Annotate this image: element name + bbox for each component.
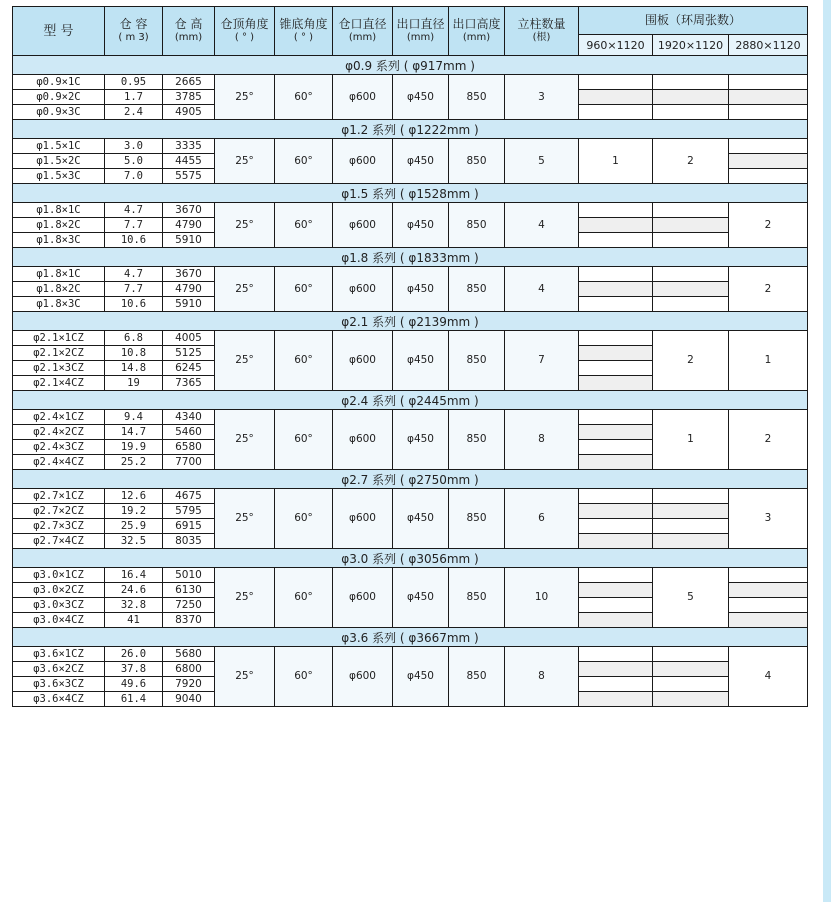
header-volume-unit: ( m 3) xyxy=(118,32,149,43)
top-angle-cell: 25° xyxy=(215,267,275,312)
header-volume xyxy=(105,7,163,56)
panel-960-cell xyxy=(579,282,653,297)
height-cell: 4340 xyxy=(163,410,215,425)
columns-cell: 5 xyxy=(505,139,579,184)
height-cell: 6800 xyxy=(163,662,215,677)
model-cell: φ1.5×2C xyxy=(13,154,105,169)
inlet-diameter-cell: φ600 xyxy=(333,647,393,707)
series-title: φ1.8 系列 ( φ1833mm ) xyxy=(13,248,808,267)
model-cell: φ1.5×1C xyxy=(13,139,105,154)
height-cell: 5910 xyxy=(163,297,215,312)
header-height-unit: (mm) xyxy=(174,32,203,43)
height-cell: 5680 xyxy=(163,647,215,662)
top-angle-cell: 25° xyxy=(215,568,275,628)
panel-960-cell xyxy=(579,105,653,120)
height-cell: 5460 xyxy=(163,425,215,440)
outlet-diameter-cell: φ450 xyxy=(393,75,449,120)
height-cell: 3335 xyxy=(163,139,215,154)
panel-2880-cell xyxy=(729,613,808,628)
inlet-diameter-cell: φ600 xyxy=(333,203,393,248)
outlet-diameter-cell: φ450 xyxy=(393,331,449,391)
top-angle-cell: 25° xyxy=(215,331,275,391)
header-outlet-unit: (mm) xyxy=(406,32,435,43)
panel-960-cell xyxy=(579,692,653,707)
series-header-row xyxy=(13,120,808,139)
series-header-row xyxy=(13,184,808,203)
volume-cell: 19.9 xyxy=(105,440,163,455)
outlet-diameter-cell: φ450 xyxy=(393,410,449,470)
header-inlet-diameter xyxy=(333,7,393,56)
header-height xyxy=(163,7,215,56)
model-cell: φ2.7×4CZ xyxy=(13,534,105,549)
panel-2880-cell xyxy=(729,568,808,583)
height-cell: 4790 xyxy=(163,282,215,297)
volume-cell: 0.95 xyxy=(105,75,163,90)
panel-960-cell xyxy=(579,662,653,677)
volume-cell: 5.0 xyxy=(105,154,163,169)
volume-cell: 37.8 xyxy=(105,662,163,677)
panel-960-cell xyxy=(579,677,653,692)
columns-cell: 3 xyxy=(505,75,579,120)
header-bottom-angle-label: 锥底角度 xyxy=(279,17,328,31)
header-outlet-label: 出口直径 xyxy=(396,17,445,31)
panel-1920-cell xyxy=(653,218,729,233)
panel-2880-cell xyxy=(729,598,808,613)
model-cell: φ2.7×3CZ xyxy=(13,519,105,534)
panel-960-cell xyxy=(579,440,653,455)
model-cell: φ2.4×2CZ xyxy=(13,425,105,440)
panel-960-cell xyxy=(579,583,653,598)
panel-960-cell xyxy=(579,534,653,549)
bottom-angle-cell: 60° xyxy=(275,647,333,707)
outlet-height-cell: 850 xyxy=(449,647,505,707)
model-cell: φ3.0×3CZ xyxy=(13,598,105,613)
table-row xyxy=(13,568,808,583)
table-body xyxy=(13,56,808,707)
panel-2880-cell xyxy=(729,154,808,169)
panel-2880-cell xyxy=(729,105,808,120)
volume-cell: 7.7 xyxy=(105,218,163,233)
height-cell: 5795 xyxy=(163,504,215,519)
panel-960-cell xyxy=(579,233,653,248)
inlet-diameter-cell: φ600 xyxy=(333,410,393,470)
panel-1920-cell xyxy=(653,203,729,218)
model-cell: φ2.4×1CZ xyxy=(13,410,105,425)
inlet-diameter-cell: φ600 xyxy=(333,331,393,391)
header-panel-1920: 1920×1120 xyxy=(653,35,729,56)
series-title: φ2.7 系列 ( φ2750mm ) xyxy=(13,470,808,489)
panel-960-cell xyxy=(579,376,653,391)
volume-cell: 14.8 xyxy=(105,361,163,376)
model-cell: φ2.1×3CZ xyxy=(13,361,105,376)
panel-2880-cell: 2 xyxy=(729,267,808,312)
volume-cell: 61.4 xyxy=(105,692,163,707)
panel-1920-cell xyxy=(653,489,729,504)
panel-960-cell xyxy=(579,455,653,470)
panel-2880-cell: 1 xyxy=(729,331,808,391)
panel-1920-cell xyxy=(653,297,729,312)
table-row xyxy=(13,267,808,282)
volume-cell: 32.8 xyxy=(105,598,163,613)
panel-1920-cell: 2 xyxy=(653,139,729,184)
model-cell: φ2.1×2CZ xyxy=(13,346,105,361)
height-cell: 6580 xyxy=(163,440,215,455)
series-header-row xyxy=(13,628,808,647)
panel-1920-cell xyxy=(653,647,729,662)
panel-960-cell xyxy=(579,75,653,90)
volume-cell: 26.0 xyxy=(105,647,163,662)
volume-cell: 3.0 xyxy=(105,139,163,154)
inlet-diameter-cell: φ600 xyxy=(333,75,393,120)
top-angle-cell: 25° xyxy=(215,410,275,470)
table-row xyxy=(13,410,808,425)
height-cell: 6915 xyxy=(163,519,215,534)
table-row xyxy=(13,203,808,218)
height-cell: 7250 xyxy=(163,598,215,613)
model-cell: φ2.1×1CZ xyxy=(13,331,105,346)
volume-cell: 25.9 xyxy=(105,519,163,534)
height-cell: 4905 xyxy=(163,105,215,120)
volume-cell: 41 xyxy=(105,613,163,628)
height-cell: 7365 xyxy=(163,376,215,391)
model-cell: φ1.8×3C xyxy=(13,297,105,312)
series-title: φ3.0 系列 ( φ3056mm ) xyxy=(13,549,808,568)
panel-1920-cell xyxy=(653,692,729,707)
height-cell: 4790 xyxy=(163,218,215,233)
silo-spec-table xyxy=(12,6,808,707)
header-columns xyxy=(505,7,579,56)
volume-cell: 10.6 xyxy=(105,233,163,248)
series-header-row xyxy=(13,248,808,267)
volume-cell: 6.8 xyxy=(105,331,163,346)
panel-2880-cell: 2 xyxy=(729,203,808,248)
panel-960-cell xyxy=(579,297,653,312)
header-inlet-label: 仓口直径 xyxy=(338,17,387,31)
columns-cell: 4 xyxy=(505,203,579,248)
model-cell: φ0.9×2C xyxy=(13,90,105,105)
model-cell: φ2.4×3CZ xyxy=(13,440,105,455)
panel-1920-cell xyxy=(653,662,729,677)
outlet-diameter-cell: φ450 xyxy=(393,203,449,248)
header-top-angle-unit: ( ° ) xyxy=(234,32,255,43)
model-cell: φ1.8×1C xyxy=(13,203,105,218)
volume-cell: 10.6 xyxy=(105,297,163,312)
table-row xyxy=(13,489,808,504)
panel-960-cell xyxy=(579,410,653,425)
bottom-angle-cell: 60° xyxy=(275,331,333,391)
volume-cell: 7.7 xyxy=(105,282,163,297)
height-cell: 9040 xyxy=(163,692,215,707)
series-title: φ2.1 系列 ( φ2139mm ) xyxy=(13,312,808,331)
volume-cell: 12.6 xyxy=(105,489,163,504)
volume-cell: 24.6 xyxy=(105,583,163,598)
model-cell: φ3.0×1CZ xyxy=(13,568,105,583)
panel-1920-cell xyxy=(653,90,729,105)
top-angle-cell: 25° xyxy=(215,489,275,549)
model-cell: φ0.9×3C xyxy=(13,105,105,120)
header-height-label: 仓 高 xyxy=(174,17,203,31)
panel-960-cell xyxy=(579,331,653,346)
panel-960-cell xyxy=(579,267,653,282)
panel-960-cell xyxy=(579,346,653,361)
model-cell: φ2.1×4CZ xyxy=(13,376,105,391)
volume-cell: 1.7 xyxy=(105,90,163,105)
header-top-angle-label: 仓顶角度 xyxy=(220,17,269,31)
panel-2880-cell xyxy=(729,139,808,154)
header-outlet-height-label: 出口高度 xyxy=(452,17,501,31)
panel-1920-cell: 2 xyxy=(653,331,729,391)
columns-cell: 4 xyxy=(505,267,579,312)
panel-1920-cell xyxy=(653,75,729,90)
volume-cell: 32.5 xyxy=(105,534,163,549)
panel-2880-cell xyxy=(729,75,808,90)
outlet-height-cell: 850 xyxy=(449,410,505,470)
model-cell: φ0.9×1C xyxy=(13,75,105,90)
model-cell: φ3.6×4CZ xyxy=(13,692,105,707)
table-row xyxy=(13,647,808,662)
series-header-row xyxy=(13,312,808,331)
panel-1920-cell xyxy=(653,282,729,297)
model-cell: φ3.6×3CZ xyxy=(13,677,105,692)
bottom-angle-cell: 60° xyxy=(275,568,333,628)
inlet-diameter-cell: φ600 xyxy=(333,568,393,628)
model-cell: φ2.7×1CZ xyxy=(13,489,105,504)
series-header-row xyxy=(13,56,808,75)
columns-cell: 10 xyxy=(505,568,579,628)
height-cell: 4455 xyxy=(163,154,215,169)
panel-960-cell xyxy=(579,613,653,628)
height-cell: 3670 xyxy=(163,203,215,218)
panel-2880-cell: 3 xyxy=(729,489,808,549)
bottom-angle-cell: 60° xyxy=(275,267,333,312)
series-title: φ3.6 系列 ( φ3667mm ) xyxy=(13,628,808,647)
model-cell: φ3.0×2CZ xyxy=(13,583,105,598)
panel-960-cell xyxy=(579,90,653,105)
model-cell: φ1.8×2C xyxy=(13,282,105,297)
panel-2880-cell: 2 xyxy=(729,410,808,470)
outlet-diameter-cell: φ450 xyxy=(393,647,449,707)
panel-960-cell xyxy=(579,425,653,440)
header-panels: 围板（环周张数） xyxy=(579,7,808,35)
bottom-angle-cell: 60° xyxy=(275,489,333,549)
header-panel-960: 960×1120 xyxy=(579,35,653,56)
series-header-row xyxy=(13,549,808,568)
panel-2880-cell: 4 xyxy=(729,647,808,707)
height-cell: 4675 xyxy=(163,489,215,504)
panel-1920-cell: 5 xyxy=(653,568,729,628)
volume-cell: 7.0 xyxy=(105,169,163,184)
table-row xyxy=(13,331,808,346)
table-header xyxy=(13,7,808,56)
header-model: 型 号 xyxy=(13,7,105,56)
panel-960-cell xyxy=(579,568,653,583)
height-cell: 5010 xyxy=(163,568,215,583)
outlet-diameter-cell: φ450 xyxy=(393,489,449,549)
height-cell: 3785 xyxy=(163,90,215,105)
outlet-height-cell: 850 xyxy=(449,331,505,391)
panel-1920-cell xyxy=(653,677,729,692)
outlet-height-cell: 850 xyxy=(449,203,505,248)
outlet-height-cell: 850 xyxy=(449,489,505,549)
columns-cell: 6 xyxy=(505,489,579,549)
outlet-diameter-cell: φ450 xyxy=(393,267,449,312)
series-title: φ1.2 系列 ( φ1222mm ) xyxy=(13,120,808,139)
panel-960-cell xyxy=(579,647,653,662)
volume-cell: 9.4 xyxy=(105,410,163,425)
panel-1920-cell xyxy=(653,519,729,534)
header-outlet-height-unit: (mm) xyxy=(462,32,491,43)
bottom-angle-cell: 60° xyxy=(275,410,333,470)
panel-960-cell xyxy=(579,598,653,613)
outlet-height-cell: 850 xyxy=(449,267,505,312)
header-outlet-height xyxy=(449,7,505,56)
columns-cell: 8 xyxy=(505,410,579,470)
panel-960-cell xyxy=(579,203,653,218)
header-outlet-diameter xyxy=(393,7,449,56)
outlet-height-cell: 850 xyxy=(449,568,505,628)
table-row xyxy=(13,139,808,154)
top-angle-cell: 25° xyxy=(215,203,275,248)
panel-960-cell xyxy=(579,519,653,534)
panel-1920-cell xyxy=(653,504,729,519)
volume-cell: 2.4 xyxy=(105,105,163,120)
height-cell: 4005 xyxy=(163,331,215,346)
series-title: φ0.9 系列 ( φ917mm ) xyxy=(13,56,808,75)
height-cell: 6130 xyxy=(163,583,215,598)
outlet-height-cell: 850 xyxy=(449,139,505,184)
panel-1920-cell xyxy=(653,233,729,248)
header-panel-2880: 2880×1120 xyxy=(729,35,808,56)
height-cell: 5910 xyxy=(163,233,215,248)
panel-960-cell xyxy=(579,489,653,504)
height-cell: 5125 xyxy=(163,346,215,361)
inlet-diameter-cell: φ600 xyxy=(333,139,393,184)
volume-cell: 49.6 xyxy=(105,677,163,692)
volume-cell: 4.7 xyxy=(105,203,163,218)
top-angle-cell: 25° xyxy=(215,647,275,707)
panel-1920-cell xyxy=(653,267,729,282)
columns-cell: 8 xyxy=(505,647,579,707)
panel-960-cell: 1 xyxy=(579,139,653,184)
header-columns-label: 立柱数量 xyxy=(517,17,566,31)
series-title: φ1.5 系列 ( φ1528mm ) xyxy=(13,184,808,203)
header-volume-label: 仓 容 xyxy=(119,17,148,31)
height-cell: 8035 xyxy=(163,534,215,549)
height-cell: 7920 xyxy=(163,677,215,692)
model-cell: φ1.8×3C xyxy=(13,233,105,248)
columns-cell: 7 xyxy=(505,331,579,391)
header-top-angle xyxy=(215,7,275,56)
height-cell: 2665 xyxy=(163,75,215,90)
volume-cell: 10.8 xyxy=(105,346,163,361)
outlet-height-cell: 850 xyxy=(449,75,505,120)
height-cell: 7700 xyxy=(163,455,215,470)
panel-960-cell xyxy=(579,218,653,233)
model-cell: φ2.7×2CZ xyxy=(13,504,105,519)
panel-2880-cell xyxy=(729,583,808,598)
top-angle-cell: 25° xyxy=(215,139,275,184)
height-cell: 6245 xyxy=(163,361,215,376)
table-row xyxy=(13,75,808,90)
series-header-row xyxy=(13,470,808,489)
panel-960-cell xyxy=(579,361,653,376)
bottom-angle-cell: 60° xyxy=(275,139,333,184)
inlet-diameter-cell: φ600 xyxy=(333,267,393,312)
panel-1920-cell: 1 xyxy=(653,410,729,470)
height-cell: 3670 xyxy=(163,267,215,282)
panel-960-cell xyxy=(579,504,653,519)
panel-1920-cell xyxy=(653,105,729,120)
model-cell: φ2.4×4CZ xyxy=(13,455,105,470)
volume-cell: 16.4 xyxy=(105,568,163,583)
volume-cell: 14.7 xyxy=(105,425,163,440)
header-inlet-unit: (mm) xyxy=(348,32,377,43)
model-cell: φ1.8×1C xyxy=(13,267,105,282)
series-title: φ2.4 系列 ( φ2445mm ) xyxy=(13,391,808,410)
model-cell: φ3.6×2CZ xyxy=(13,662,105,677)
height-cell: 5575 xyxy=(163,169,215,184)
inlet-diameter-cell: φ600 xyxy=(333,489,393,549)
outlet-diameter-cell: φ450 xyxy=(393,568,449,628)
right-edge-rail xyxy=(823,0,831,902)
volume-cell: 19 xyxy=(105,376,163,391)
model-cell: φ1.5×3C xyxy=(13,169,105,184)
volume-cell: 19.2 xyxy=(105,504,163,519)
bottom-angle-cell: 60° xyxy=(275,75,333,120)
header-columns-unit: (根) xyxy=(532,32,551,43)
volume-cell: 25.2 xyxy=(105,455,163,470)
panel-2880-cell xyxy=(729,169,808,184)
model-cell: φ3.6×1CZ xyxy=(13,647,105,662)
top-angle-cell: 25° xyxy=(215,75,275,120)
header-bottom-angle-unit: ( ° ) xyxy=(293,32,314,43)
header-bottom-angle xyxy=(275,7,333,56)
bottom-angle-cell: 60° xyxy=(275,203,333,248)
volume-cell: 4.7 xyxy=(105,267,163,282)
model-cell: φ1.8×2C xyxy=(13,218,105,233)
height-cell: 8370 xyxy=(163,613,215,628)
series-header-row xyxy=(13,391,808,410)
outlet-diameter-cell: φ450 xyxy=(393,139,449,184)
panel-2880-cell xyxy=(729,90,808,105)
panel-1920-cell xyxy=(653,534,729,549)
model-cell: φ3.0×4CZ xyxy=(13,613,105,628)
